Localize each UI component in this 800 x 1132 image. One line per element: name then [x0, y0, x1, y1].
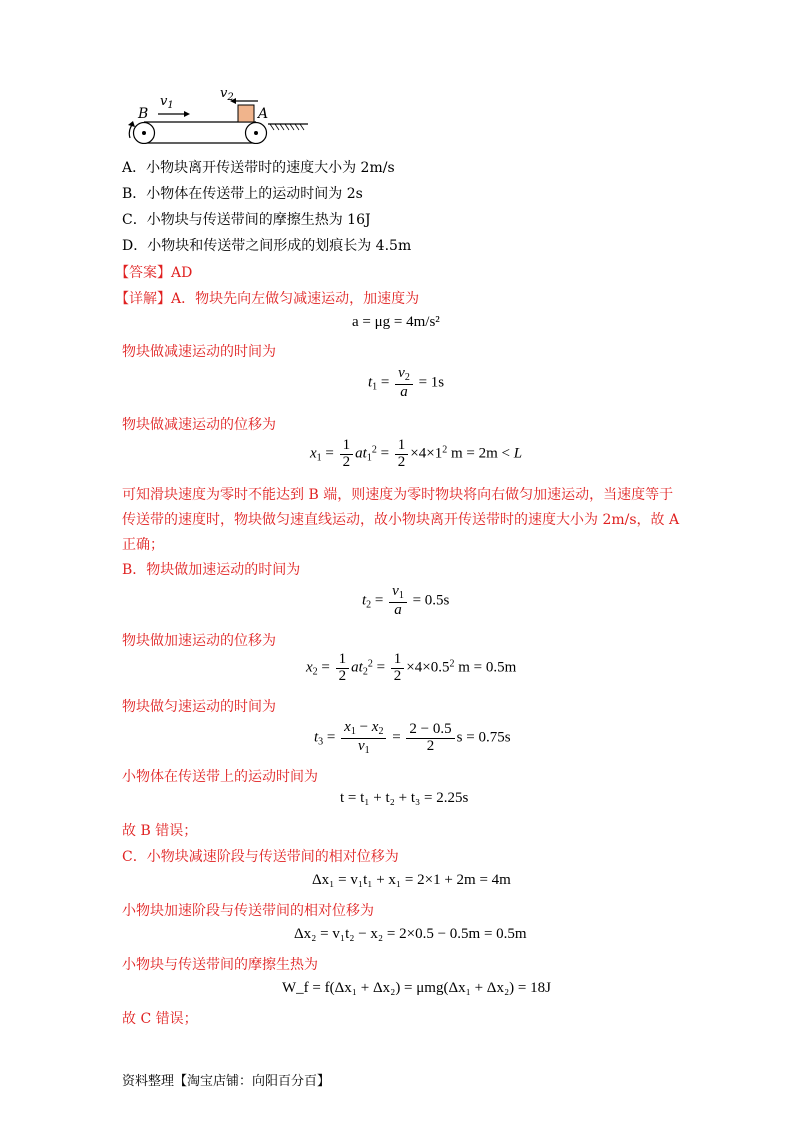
reason-line-3: 正确； — [122, 537, 164, 553]
b-wrong: 故 B 错误； — [122, 823, 198, 839]
eq-t3: $t_3$ = $\frac{x_1 - x_2}{v_1}$ = $\frac{2 - 0.5}{2}$ s = 0.75s — [314, 719, 511, 756]
reason-line-2: 传送带的速度时，物块做匀速直线运动，故小物块离开传送带时的速度大小为 2m/s，故 A — [122, 512, 680, 528]
eq-total-time: t = t₁ + t₂ + t₃ = 2.25s — [340, 790, 469, 806]
option-a: A．小物块离开传送带时的速度大小为 2m/s — [122, 160, 395, 176]
eq-heat: W_f = f(Δx₁ + Δx₂) = μmg(Δx₁ + Δx₂) = 18J — [282, 980, 551, 996]
option-b: B．小物体在传送带上的运动时间为 2s — [122, 186, 363, 202]
answer: 【答案】AD — [115, 265, 193, 281]
b-intro: B．物块做加速运动的时间为 — [122, 562, 301, 578]
option-d: D．小物块和传送带之间形成的划痕长为 4.5m — [122, 238, 412, 254]
x1-text: 物块做减速运动的位移为 — [122, 417, 276, 433]
eq-t2: $t_2$ = $\frac{v_1}{a}$ = 0.5s — [362, 583, 450, 618]
conveyor-diagram — [118, 86, 318, 144]
t1-text: 物块做减速运动的时间为 — [122, 344, 276, 360]
v2-label: $v_2$ — [220, 86, 234, 103]
option-c: C．小物块与传送带间的摩擦生热为 16J — [122, 212, 371, 228]
v1-label: $v_1$ — [160, 94, 174, 111]
c-intro: C．小物块减速阶段与传送带间的相对位移为 — [122, 849, 399, 865]
x2-text: 物块做加速运动的位移为 — [122, 633, 276, 649]
t3-text: 物块做匀速运动的时间为 — [122, 699, 276, 715]
eq-x2: $x_2$ = $\frac{1}{2}$ $at_2^2$ = $\frac{1}{2}$ $\times 4\times 0.5^2$ m = 0.5m — [306, 651, 517, 684]
reason-line-1: 可知滑块速度为零时不能达到 B 端，则速度为零时物块将向右做匀加速运动，当速度等于 — [122, 487, 674, 503]
c-wrong: 故 C 错误； — [122, 1011, 198, 1027]
eq-t1: $t_1$ = $\frac{v_2}{a}$ = 1s — [368, 365, 445, 400]
dx2-text: 小物块加速阶段与传送带间的相对位移为 — [122, 903, 374, 919]
page-footer: 资料整理【淘宝店铺：向阳百分百】 — [122, 1074, 331, 1089]
detail-intro: 【详解】A．物块先向左做匀减速运动，加速度为 — [115, 291, 420, 307]
b-end-label: B — [138, 106, 149, 122]
eq-dx1: Δx₁ = v₁t₁ + x₁ = 2×1 + 2m = 4m — [312, 872, 511, 888]
a-end-label: A — [258, 106, 269, 122]
eq-acceleration: a = μg = 4m/s² — [352, 314, 440, 330]
eq-x1: $x_1$ = $\frac{1}{2}$ $at_1^2$ = $\frac{1}{2}$ $\times 4\times 1^2$ m = 2m < L — [310, 437, 523, 470]
eq-dx2: Δx₂ = v₁t₂ − x₂ = 2×0.5 − 0.5m = 0.5m — [294, 926, 527, 942]
heat-text: 小物块与传送带间的摩擦生热为 — [122, 957, 318, 973]
total-time-text: 小物体在传送带上的运动时间为 — [122, 769, 318, 785]
